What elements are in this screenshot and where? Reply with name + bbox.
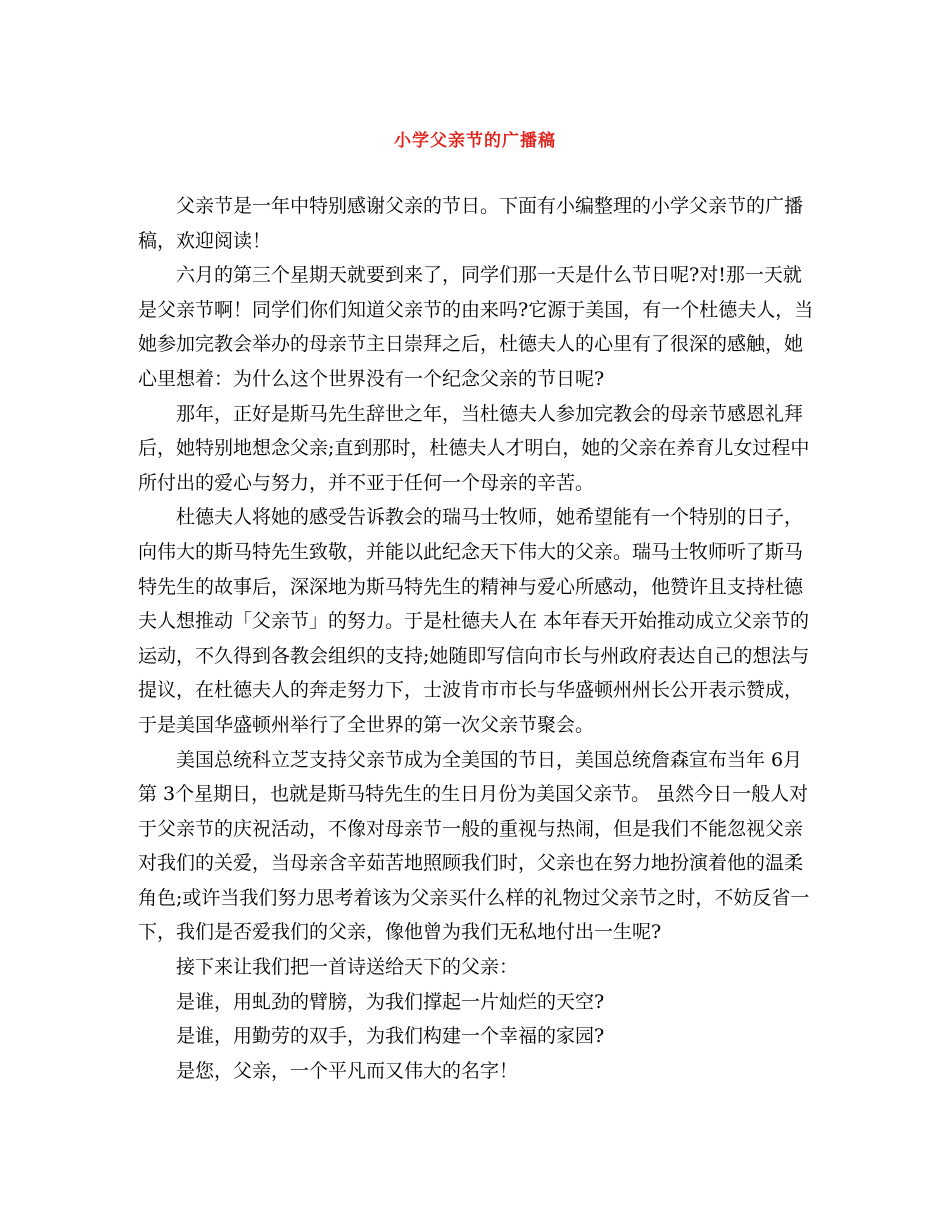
document-body [138, 189, 814, 1088]
document-title: 小学父亲节的广播稿 [394, 131, 556, 151]
paragraph-president: 美国总统科立芝支持父亲节成为全美国的节日，美国总统詹森宣布当年 6月第 3个星期日，也就是斯马特先生的生日月份为美国父亲节。 虽然今日一般人对于父亲节的庆祝活动，不像对母亲节一般的重视与热闹，但是我们不能忽视父亲对我们的关爱，当母亲含辛茹苦地照顾我们时，父亲也在努力地扮演着他的温柔角色;或许当我们努力思考着该为父亲买什么样的礼物过父亲节之时，不妨反省一下，我们是否爱我们的父亲，像他曾为我们无私地付出一生呢? [138, 748, 810, 944]
poem-line: 是谁，用虬劲的臂膀，为我们撑起一片灿烂的天空? [176, 990, 605, 1013]
paragraph-origin: 六月的第三个星期天就要到来了，同学们那一天是什么节日呢?对!那一天就是父亲节啊！同学们你们知道父亲节的由来吗?它源于美国，有一个杜德夫人，当她参加完教会举办的母亲节主日崇拜之后，杜德夫人的心里有了很深的感触，她心里想着：为什么这个世界没有一个纪念父亲的节日呢? [138, 264, 814, 390]
paragraph-intro: 父亲节是一年中特别感谢父亲的节日。下面有小编整理的小学父亲节的广播稿，欢迎阅读！ [138, 195, 804, 252]
poem-intro-line: 接下来让我们把一首诗送给天下的父亲： [176, 956, 519, 979]
poem-line: 是您，父亲，一个平凡而又伟大的名字！ [176, 1059, 519, 1082]
paragraph-that-year: 那年，正好是斯马先生辞世之年，当杜德夫人参加完教会的母亲节感恩礼拜后，她特别地想念父亲;直到那时，杜德夫人才明白，她的父亲在养育儿女过程中所付出的爱心与努力，并不亚于任何一个母亲的辛苦。 [138, 402, 810, 494]
paragraph-pastor: 杜德夫人将她的感受告诉教会的瑞马士牧师，她希望能有一个特别的日子，向伟大的斯马特先生致敬，并能以此纪念天下伟大的父亲。瑞马士牧师听了斯马特先生的故事后，深深地为斯马特先生的精神与爱心所感动，他赞许且支持杜德夫人想推动「父亲节」的努力。于是杜德夫人在 本年春天开始推动成立父亲节的运动，不久得到各教会组织的支持;她随即写信向市长与州政府表达自己的想法与提议，在杜德夫人的奔走努力下，士波肯市市长与华盛顿州州长公开表示赞成，于是美国华盛顿州举行了全世界的第一次父亲节聚会。 [138, 506, 810, 736]
poem-line: 是谁，用勤劳的双手，为我们构建一个幸福的家园? [176, 1025, 605, 1048]
